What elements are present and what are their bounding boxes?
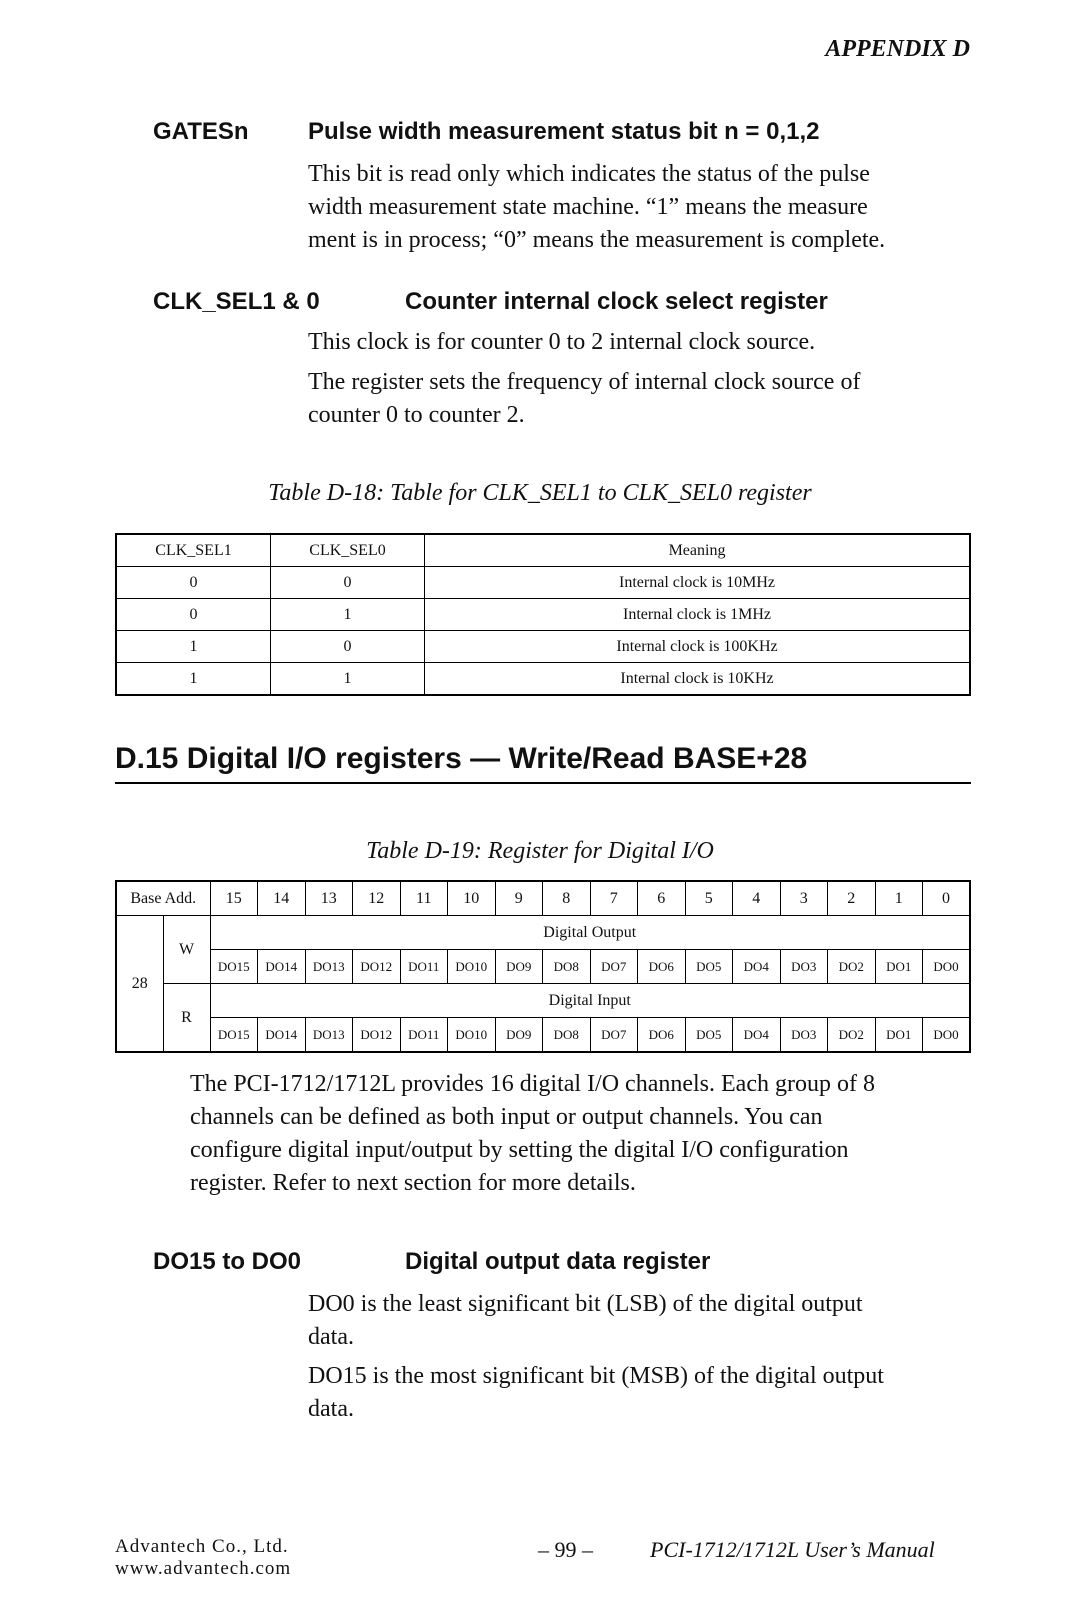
gatesn-title: Pulse width measurement status bit n = 0,1,2	[308, 118, 820, 145]
gatesn-line: ment is in process; “0” means the measurement is complete.	[308, 227, 886, 253]
read-bit-cell: DO8	[543, 1018, 591, 1053]
write-bit-cell: DO8	[543, 950, 591, 984]
write-bit-cell: DO1	[875, 950, 923, 984]
bit-number-cell: 1	[875, 881, 923, 916]
column-header: Meaning	[425, 534, 971, 567]
write-label: W	[163, 916, 210, 984]
bit-number-cell: 14	[258, 881, 306, 916]
write-bit-cell: DO6	[638, 950, 686, 984]
bit-number-cell: 10	[448, 881, 496, 916]
clksel-title: Counter internal clock select register	[405, 288, 828, 315]
table-cell: 0	[116, 567, 271, 599]
read-bit-cell: DO1	[875, 1018, 923, 1053]
manual-title: PCI-1712/1712L User’s Manual	[650, 1537, 935, 1562]
write-bit-cell: DO7	[590, 950, 638, 984]
digital-io-register-table	[115, 880, 971, 1053]
address-cell: 28	[116, 916, 163, 1053]
bit-number-cell: 15	[210, 881, 258, 916]
do-p1-line: data.	[308, 1324, 354, 1350]
write-bit-cell: DO13	[305, 950, 353, 984]
table-18-caption: Table D-18: Table for CLK_SEL1 to CLK_SEL0 register	[268, 480, 812, 506]
read-bit-cell: DO10	[448, 1018, 496, 1053]
page-number: – 99 –	[538, 1537, 593, 1562]
bit-number-cell: 2	[828, 881, 876, 916]
read-bit-cell: DO5	[685, 1018, 733, 1053]
table-cell: Internal clock is 1MHz	[425, 599, 971, 631]
read-bits-row	[116, 1018, 970, 1053]
read-bit-cell: DO6	[638, 1018, 686, 1053]
digital-input-title: Digital Input	[210, 984, 970, 1018]
write-bit-cell: DO3	[780, 950, 828, 984]
footer-company-block	[115, 1536, 291, 1580]
footer-website: www.advantech.com	[115, 1558, 292, 1579]
clk-sel-table	[115, 533, 971, 696]
bit-number-cell: 11	[400, 881, 448, 916]
write-bit-cell: DO0	[923, 950, 971, 984]
bit-header-row	[116, 881, 970, 916]
bit-number-cell: 12	[353, 881, 401, 916]
read-bit-cell: DO3	[780, 1018, 828, 1053]
table-cell: 1	[271, 599, 425, 631]
bit-number-cell: 5	[685, 881, 733, 916]
clksel-p2-line: The register sets the frequency of internal clock source of	[308, 369, 861, 395]
read-bit-cell: DO9	[495, 1018, 543, 1053]
section-heading: D.15 Digital I/O registers — Write/Read BASE+28	[115, 742, 971, 784]
clksel-p2	[308, 366, 1008, 432]
read-bit-cell: DO2	[828, 1018, 876, 1053]
table-cell: 0	[271, 567, 425, 599]
bit-number-cell: 8	[543, 881, 591, 916]
read-bit-cell: DO7	[590, 1018, 638, 1053]
read-bit-cell: DO12	[353, 1018, 401, 1053]
do-p1-line: DO0 is the least significant bit (LSB) of the digital output	[308, 1291, 863, 1317]
write-bit-cell: DO5	[685, 950, 733, 984]
table-row	[116, 663, 970, 696]
running-header: APPENDIX D	[825, 36, 970, 62]
write-bit-cell: DO14	[258, 950, 306, 984]
intro-line: configure digital input/output by setting the digital I/O configuration	[190, 1137, 849, 1163]
write-bit-cell: DO4	[733, 950, 781, 984]
do-p2-line: DO15 is the most significant bit (MSB) of the digital output	[308, 1363, 884, 1389]
gatesn-term: GATESn	[153, 118, 249, 145]
table-cell: 1	[116, 663, 271, 696]
read-bit-cell: DO14	[258, 1018, 306, 1053]
table-19-caption: Table D-19: Register for Digital I/O	[366, 838, 714, 864]
table-cell: 1	[116, 631, 271, 663]
bit-number-cell: 9	[495, 881, 543, 916]
table-cell: 0	[271, 631, 425, 663]
write-bit-cell: DO15	[210, 950, 258, 984]
table-row	[116, 599, 970, 631]
table-row	[116, 631, 970, 663]
write-bit-cell: DO12	[353, 950, 401, 984]
read-label: R	[163, 984, 210, 1053]
read-bit-cell: DO11	[400, 1018, 448, 1053]
read-bit-cell: DO15	[210, 1018, 258, 1053]
intro-line: register. Refer to next section for more details.	[190, 1170, 636, 1196]
bit-number-cell: 13	[305, 881, 353, 916]
bit-number-cell: 6	[638, 881, 686, 916]
do-p2-line: data.	[308, 1396, 354, 1422]
gatesn-paragraph	[308, 158, 1008, 257]
base-address-header: Base Add.	[116, 881, 210, 916]
write-bit-cell: DO10	[448, 950, 496, 984]
bit-number-cell: 7	[590, 881, 638, 916]
table-cell: Internal clock is 10KHz	[425, 663, 971, 696]
table-header-row	[116, 534, 970, 567]
clksel-term: CLK_SEL1 & 0	[153, 288, 320, 315]
write-bits-row	[116, 950, 970, 984]
table-cell: Internal clock is 10MHz	[425, 567, 971, 599]
gatesn-line: This bit is read only which indicates the status of the pulse	[308, 161, 870, 187]
do-register-title: Digital output data register	[405, 1248, 711, 1275]
bit-number-cell: 3	[780, 881, 828, 916]
intro-line: The PCI-1712/1712L provides 16 digital I/O channels. Each group of 8	[190, 1071, 875, 1097]
digital-output-title: Digital Output	[210, 916, 970, 950]
column-header: CLK_SEL1	[116, 534, 271, 567]
bit-number-cell: 0	[923, 881, 971, 916]
column-header: CLK_SEL0	[271, 534, 425, 567]
intro-line: channels can be defined as both input or output channels. You can	[190, 1104, 823, 1130]
read-title-row	[116, 984, 970, 1018]
clksel-p2-line: counter 0 to counter 2.	[308, 402, 525, 428]
intro-paragraph	[190, 1068, 990, 1200]
gatesn-line: width measurement state machine. “1” means the measure	[308, 194, 868, 220]
read-bit-cell: DO0	[923, 1018, 971, 1053]
table-cell: 0	[116, 599, 271, 631]
table-cell: 1	[271, 663, 425, 696]
write-title-row	[116, 916, 970, 950]
read-bit-cell: DO13	[305, 1018, 353, 1053]
read-bit-cell: DO4	[733, 1018, 781, 1053]
footer-company: Advantech Co., Ltd.	[115, 1536, 289, 1557]
do-register-p2	[308, 1360, 1008, 1426]
write-bit-cell: DO2	[828, 950, 876, 984]
do-register-term: DO15 to DO0	[153, 1248, 302, 1275]
write-bit-cell: DO9	[495, 950, 543, 984]
write-bit-cell: DO11	[400, 950, 448, 984]
do-register-p1	[308, 1288, 1008, 1354]
table-cell: Internal clock is 100KHz	[425, 631, 971, 663]
table-row	[116, 567, 970, 599]
bit-number-cell: 4	[733, 881, 781, 916]
clksel-p1: This clock is for counter 0 to 2 internal clock source.	[308, 329, 816, 355]
